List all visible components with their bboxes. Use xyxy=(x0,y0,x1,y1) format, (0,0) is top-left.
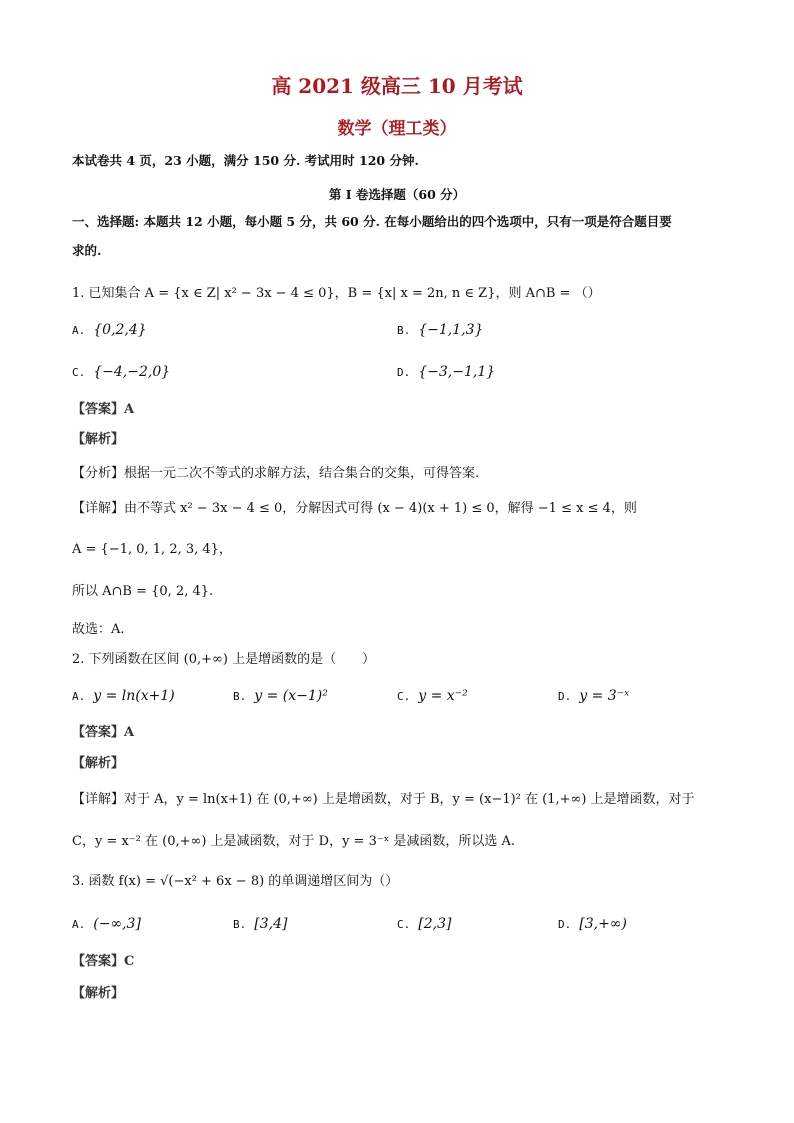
q2-option-c-text: y = x⁻² xyxy=(418,688,468,704)
q3-option-c xyxy=(397,916,451,932)
q3-option-d-text: [3,+∞) xyxy=(579,916,627,932)
q1-option-b-text: {−1,1,3} xyxy=(418,322,484,338)
q1-option-c-label: C. xyxy=(72,366,86,379)
q1-detail: 【详解】由不等式 x² − 3x − 4 ≤ 0，分解因式可得 (x − 4)(x + 1) ≤ 0，解得 −1 ≤ x ≤ 4，则 xyxy=(72,501,637,516)
q1-option-d-label: D. xyxy=(397,366,411,379)
q2-detail-line-1: 【详解】对于 A，y = ln(x+1) 在 (0,+∞) 上是增函数，对于 B，y = (x−1)² 在 (1,+∞) 上是增函数，对于 xyxy=(72,792,695,807)
exam-subtitle: 数学（理工类） xyxy=(337,119,457,139)
q1-fenxi: 【分析】根据一元二次不等式的求解方法，结合集合的交集，可得答案. xyxy=(72,466,480,481)
q1-option-c xyxy=(72,364,170,380)
q3-analysis-label: 【解析】 xyxy=(72,986,125,1001)
exam-title: 高 2021 级高三 10 月考试 xyxy=(271,74,523,98)
q1-option-b xyxy=(397,322,483,338)
q2-option-d-label: D. xyxy=(558,690,572,703)
question-3-stem: 3. 函数 f(x) = √(−x² + 6x − 8) 的单调递增区间为（） xyxy=(72,874,399,889)
q3-option-a-label: A. xyxy=(72,918,86,931)
instructions-line-2: 求的. xyxy=(72,243,102,258)
q1-option-a xyxy=(72,322,147,338)
question-2-stem: 2. 下列函数在区间 (0,+∞) 上是增函数的是（ ） xyxy=(72,652,376,667)
q3-option-d xyxy=(558,916,627,932)
q1-option-a-label: A. xyxy=(72,324,86,337)
q3-option-b xyxy=(233,916,287,932)
q3-option-b-text: [3,4] xyxy=(254,916,288,932)
section-heading: 第 I 卷选择题（60 分） xyxy=(328,187,466,202)
q1-option-b-label: B. xyxy=(397,324,411,337)
q2-option-d xyxy=(558,688,629,704)
q2-answer: 【答案】A xyxy=(72,725,135,740)
question-1-stem: 1. 已知集合 A = {x ∈ Z| x² − 3x − 4 ≤ 0}，B = {x| x = 2n, n ∈ Z}，则 A∩B = （） xyxy=(72,286,601,301)
q1-answer: 【答案】A xyxy=(72,402,135,417)
q1-set-a: A = {−1, 0, 1, 2, 3, 4}， xyxy=(72,542,232,557)
q2-option-a xyxy=(72,688,175,704)
q2-option-a-text: y = ln(x+1) xyxy=(93,688,175,704)
q2-option-b-label: B. xyxy=(233,690,247,703)
q1-result: 所以 A∩B = {0, 2, 4}. xyxy=(72,584,214,599)
q2-option-c xyxy=(397,688,468,704)
q1-option-d xyxy=(397,364,495,380)
q3-option-c-text: [2,3] xyxy=(418,916,452,932)
q1-analysis-label: 【解析】 xyxy=(72,432,125,447)
q1-choose: 故选：A. xyxy=(72,622,125,637)
q2-option-c-label: C. xyxy=(397,690,411,703)
q1-option-d-text: {−3,−1,1} xyxy=(418,364,496,380)
q2-detail-line-2: C，y = x⁻² 在 (0,+∞) 上是减函数，对于 D，y = 3⁻ˣ 是减函数，所以选 A. xyxy=(72,834,516,849)
q3-option-c-label: C. xyxy=(397,918,411,931)
q2-option-d-text: y = 3⁻ˣ xyxy=(579,688,630,704)
exam-info: 本试卷共 4 页，23 小题，满分 150 分. 考试用时 120 分钟. xyxy=(72,153,419,168)
q3-option-a xyxy=(72,916,141,932)
q2-option-b xyxy=(233,688,328,704)
q3-option-d-label: D. xyxy=(558,918,572,931)
q3-option-a-text: (−∞,3] xyxy=(93,916,141,932)
q3-option-b-label: B. xyxy=(233,918,247,931)
q1-option-c-text: {−4,−2,0} xyxy=(93,364,171,380)
instructions-line-1: 一、选择题: 本题共 12 小题，每小题 5 分，共 60 分. 在每小题给出的四个选项中，只有一项是符合题目要 xyxy=(72,214,672,229)
q3-answer: 【答案】C xyxy=(72,954,135,969)
q2-option-b-text: y = (x−1)² xyxy=(254,688,328,704)
q2-option-a-label: A. xyxy=(72,690,86,703)
q2-analysis-label: 【解析】 xyxy=(72,756,125,771)
q1-option-a-text: {0,2,4} xyxy=(93,322,147,338)
